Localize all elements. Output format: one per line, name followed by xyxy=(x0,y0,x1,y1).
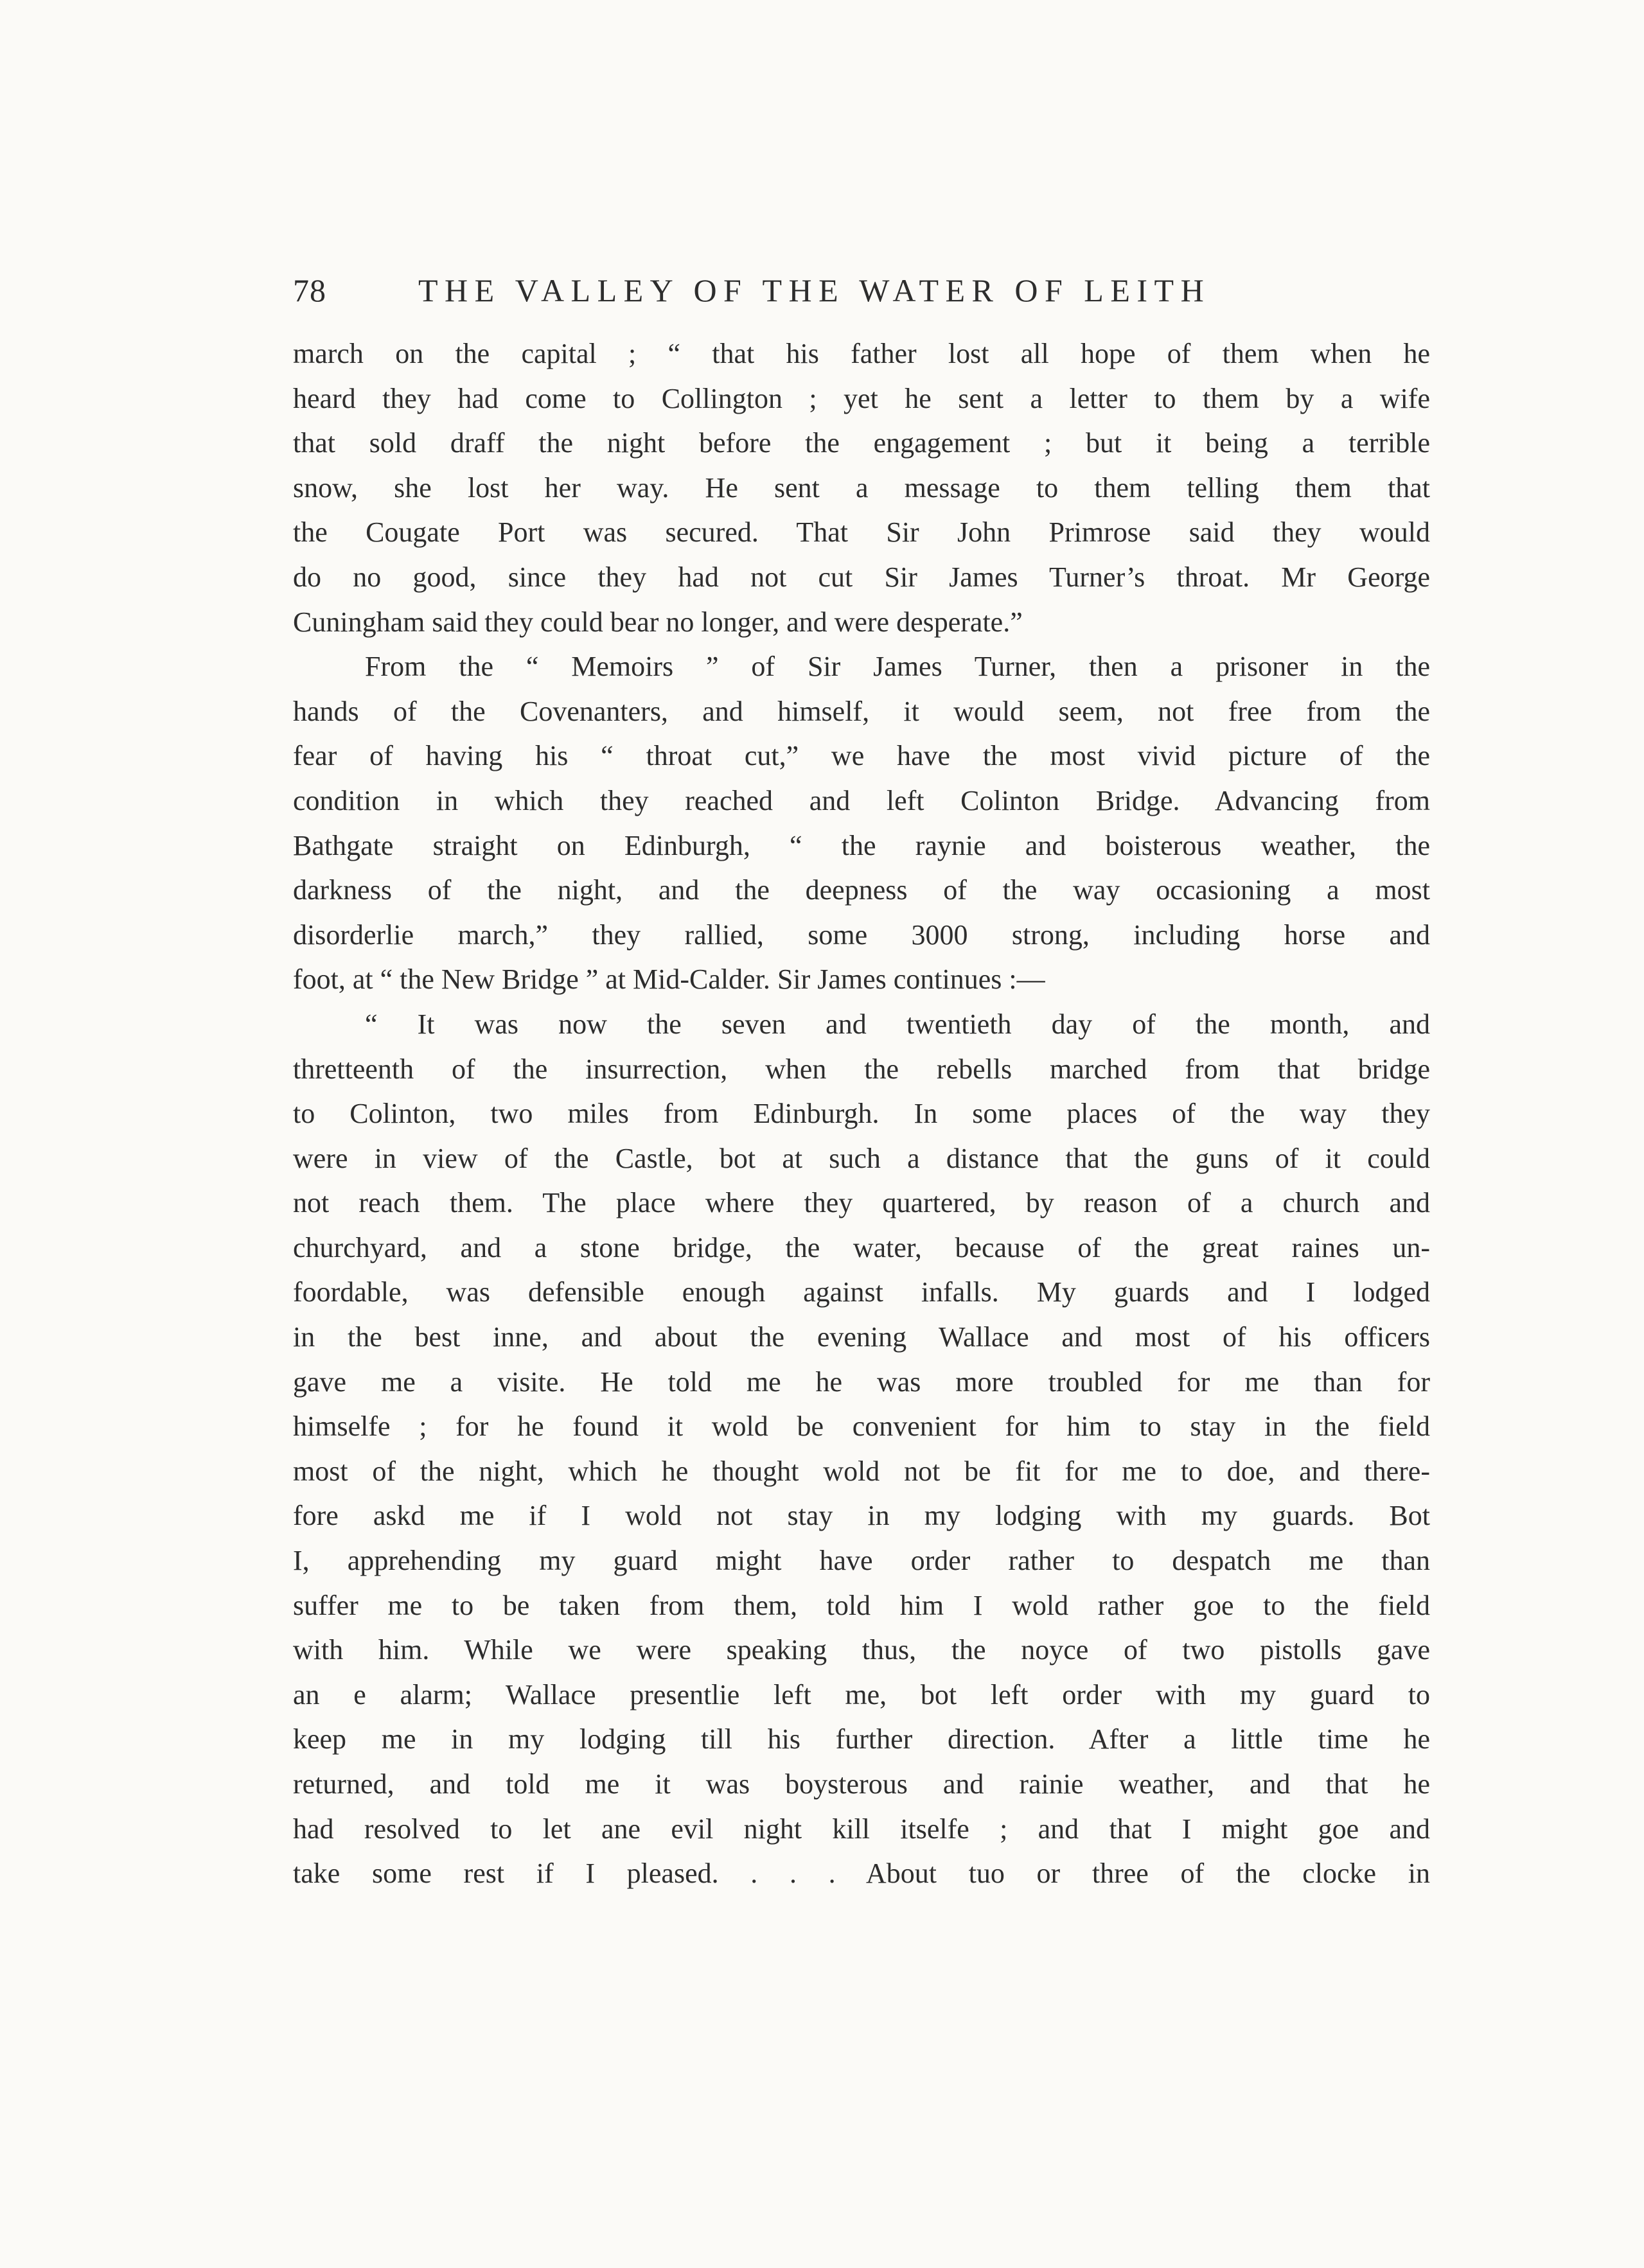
text-line: take some rest if I pleased. . . . About tuo or three of the clocke in xyxy=(293,1858,1430,1890)
text-line: foordable, was defensible enough against infalls. My guards and I lodged xyxy=(293,1276,1430,1308)
text-line: returned, and told me it was boysterous and rainie weather, and that he xyxy=(293,1768,1430,1800)
page-number: 78 xyxy=(293,272,326,308)
text-line: gave me a visite. He told me he was more troubled for me than for xyxy=(293,1366,1430,1398)
text-line: condition in which they reached and left Colinton Bridge. Advancing from xyxy=(293,784,1430,816)
text-line: I, apprehending my guard might have order rather to despatch me than xyxy=(293,1545,1430,1577)
text-line: had resolved to let ane evil night kill itselfe ; and that I might goe and xyxy=(293,1813,1430,1845)
text-line: most of the night, which he thought wold not be fit for me to doe, and there- xyxy=(293,1455,1430,1487)
text-line: foot, at “ the New Bridge ” at Mid-Calder. Sir James continues :— xyxy=(293,963,1045,996)
text-line: were in view of the Castle, bot at such a distance that the guns of it could xyxy=(293,1142,1430,1174)
text-line: disorderlie march,” they rallied, some 3000 strong, including horse and xyxy=(293,919,1430,951)
text-line: snow, she lost her way. He sent a message to them telling them that xyxy=(293,471,1430,504)
text-line: Bathgate straight on Edinburgh, “ the raynie and boisterous weather, the xyxy=(293,829,1430,861)
text-line: himselfe ; for he found it wold be convenient for him to stay in the field xyxy=(293,1411,1430,1443)
text-line: fore askd me if I wold not stay in my lodging with my guards. Bot xyxy=(293,1500,1430,1532)
text-line: to Colinton, two miles from Edinburgh. In some places of the way they xyxy=(293,1098,1430,1130)
text-line: heard they had come to Collington ; yet he sent a letter to them by a wife xyxy=(293,382,1430,414)
running-title: THE VALLEY OF THE WATER OF LEITH xyxy=(418,272,1211,308)
text-line: Cuningham said they could bear no longer, and were desperate.” xyxy=(293,606,1023,638)
text-line: not reach them. The place where they quartered, by reason of a church and xyxy=(293,1187,1430,1219)
text-line: do no good, since they had not cut Sir James Turner’s throat. Mr George xyxy=(293,561,1430,593)
text-line: thretteenth of the insurrection, when the rebells marched from that bridge xyxy=(293,1053,1430,1085)
text-line: darkness of the night, and the deepness of the way occasioning a most xyxy=(293,874,1430,906)
text-line: march on the capital ; “ that his father lost all hope of them when he xyxy=(293,338,1430,369)
running-head xyxy=(293,265,1430,316)
text-line: churchyard, and a stone bridge, the water, because of the great raines un- xyxy=(293,1231,1430,1263)
text-line: with him. While we were speaking thus, the noyce of two pistolls gave xyxy=(293,1634,1430,1666)
text-line: fear of having his “ throat cut,” we have the most vivid picture of the xyxy=(293,740,1430,772)
text-line: that sold draff the night before the engagement ; but it being a terrible xyxy=(293,427,1430,459)
text-line: From the “ Memoirs ” of Sir James Turner, then a prisoner in the xyxy=(365,651,1430,683)
text-line: suffer me to be taken from them, told him I wold rather goe to the field xyxy=(293,1589,1430,1621)
text-line: the Cougate Port was secured. That Sir John Primrose said they would xyxy=(293,516,1430,549)
text-line: in the best inne, and about the evening Wallace and most of his officers xyxy=(293,1321,1430,1353)
text-line: “ It was now the seven and twentieth day of the month, and xyxy=(365,1008,1430,1040)
body-text xyxy=(293,331,1430,1896)
text-line: hands of the Covenanters, and himself, it would seem, not free from the xyxy=(293,695,1430,727)
text-line: an e alarm; Wallace presentlie left me, bot left order with my guard to xyxy=(293,1678,1430,1710)
text-line: keep me in my lodging till his further direction. After a little time he xyxy=(293,1723,1430,1755)
